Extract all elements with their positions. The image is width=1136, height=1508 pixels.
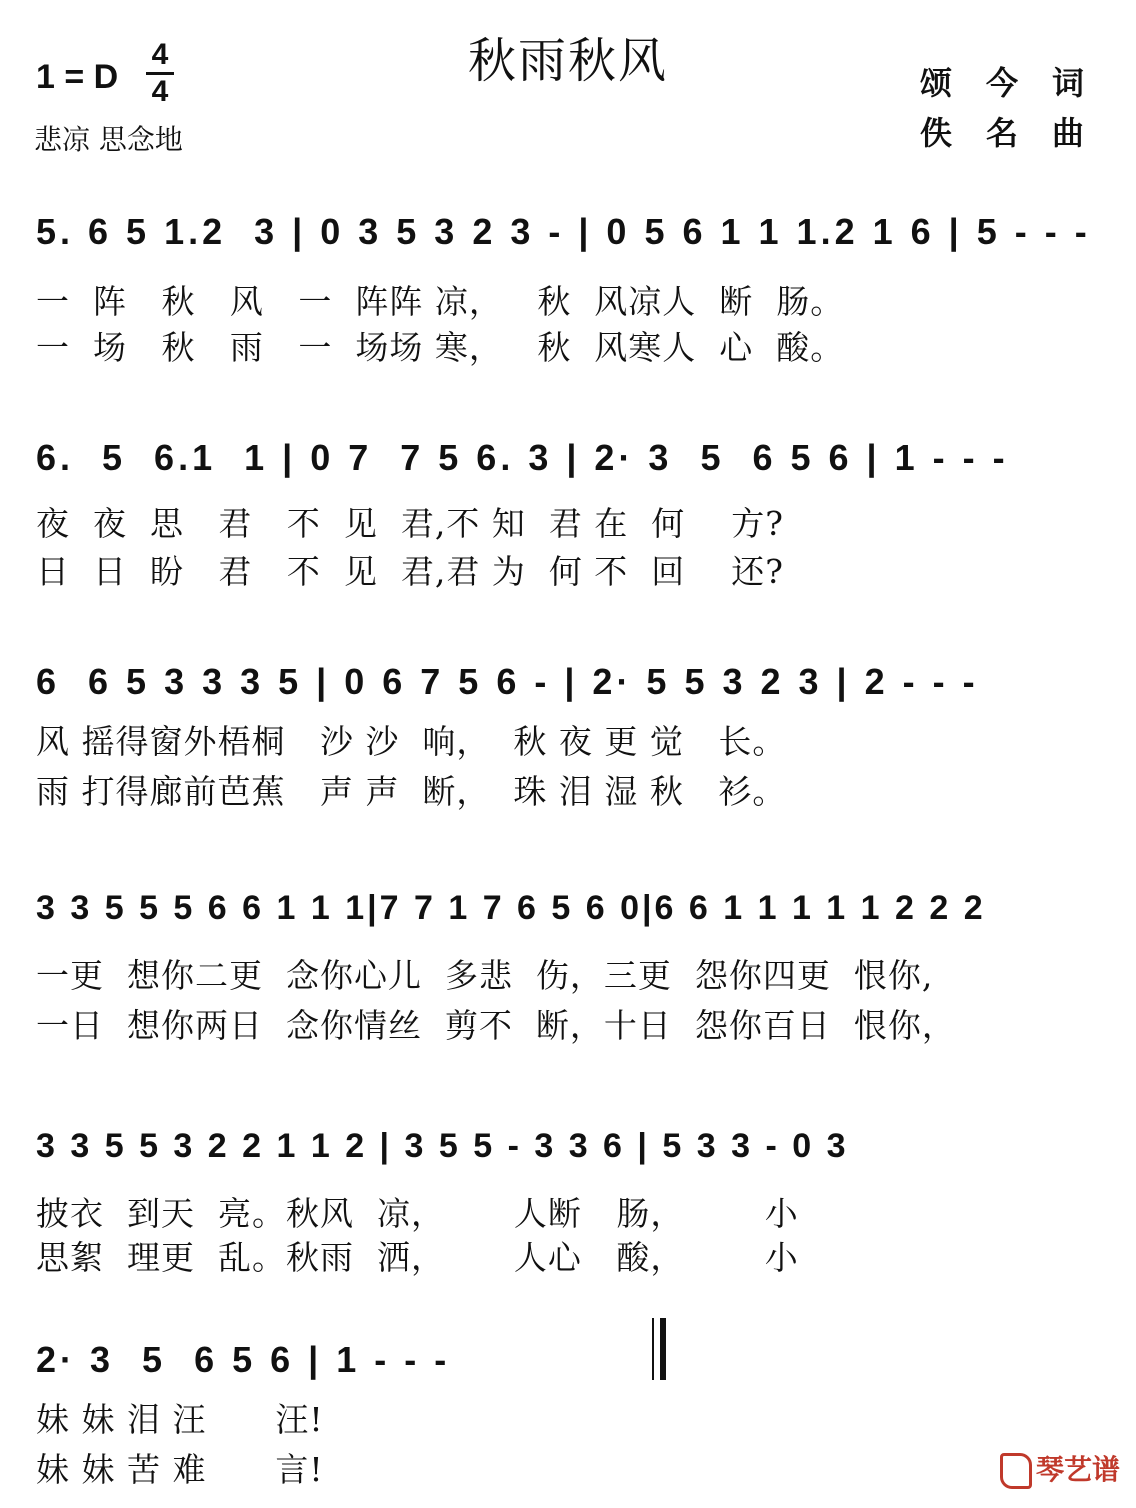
lyrics-row-2-verse-1: 夜 夜 思 君 不 见 君,不 知 君 在 何 方?	[36, 504, 784, 543]
final-barline-thin	[652, 1318, 654, 1380]
notation-row-6: 2· 3 5 6 5 6 | 1 - - -	[36, 1339, 451, 1380]
lyrics-row-1-verse-1: 一 阵 秋 风 一 阵阵 凉， 秋 风凉人 断 肠。	[36, 282, 845, 321]
final-barline-thick	[660, 1318, 666, 1380]
lyrics-row-4-verse-1: 一更 想你二更 念你心儿 多悲 伤，三更 怨你四更 恨你,	[36, 956, 934, 995]
watermark-logo	[1000, 1448, 1120, 1489]
watermark-text: 琴艺谱	[1036, 1453, 1121, 1486]
notation-row-1: 5. 6 5 1.2 3 | 0 3 5 3 2 3 - | 0 5 6 1 1 1.2 1 6 | 5 - - -	[36, 211, 1091, 252]
time-signature-bottom: 4	[151, 75, 169, 108]
composer-credit: 佚名曲	[920, 114, 1119, 152]
expression-marking: 悲凉 思念地	[34, 123, 183, 156]
time-signature-top: 4	[151, 38, 169, 71]
notation-row-2: 6. 5 6.1 1 | 0 7 7 5 6. 3 | 2· 3 5 6 5 6 | 1 - - -	[36, 437, 1009, 478]
logo-icon	[1000, 1453, 1032, 1489]
lyrics-row-2-verse-2: 日 日 盼 君 不 见 君,君 为 何 不 回 还?	[36, 552, 784, 591]
lyrics-row-6-verse-2: 妹 妹 苦 难 言!	[36, 1450, 324, 1489]
lyrics-row-5-verse-2: 思絮 理更 乱。秋雨 洒， 人心 酸， 小	[36, 1238, 799, 1277]
song-title: 秋雨秋风	[467, 33, 668, 89]
lyrics-row-3-verse-2: 雨 打得廊前芭蕉 声 声 断， 珠 泪 湿 秋 衫。	[36, 772, 787, 811]
lyricist-credit: 颂今词	[920, 64, 1119, 102]
lyrics-row-3-verse-1: 风 摇得窗外梧桐 沙 沙 响， 秋 夜 更 觉 长。	[36, 722, 787, 761]
notation-row-4: 3 3 5 5 5 6 6 1 1 1|7 7 1 7 6 5 6 0|6 6 1 1 1 1 1 2 2 2	[36, 889, 986, 927]
lyrics-row-5-verse-1: 披衣 到天 亮。秋风 凉， 人断 肠， 小	[36, 1194, 799, 1233]
time-signature	[140, 40, 180, 107]
lyrics-row-4-verse-2: 一日 想你两日 念你情丝 剪不 断，十日 怨你百日 恨你，	[36, 1006, 956, 1045]
lyrics-row-1-verse-2: 一 场 秋 雨 一 场场 寒， 秋 风寒人 心 酸。	[36, 328, 845, 367]
notation-row-5: 3 3 5 5 3 2 2 1 1 2 | 3 5 5 - 3 3 6 | 5 3 3 - 0 3	[36, 1127, 849, 1165]
lyrics-row-6-verse-1: 妹 妹 泪 汪 汪!	[36, 1400, 324, 1439]
key-signature: 1 = D	[36, 58, 119, 96]
notation-row-3: 6 6 5 3 3 3 5 | 0 6 7 5 6 - | 2· 5 5 3 2 3 | 2 - - -	[36, 661, 979, 702]
